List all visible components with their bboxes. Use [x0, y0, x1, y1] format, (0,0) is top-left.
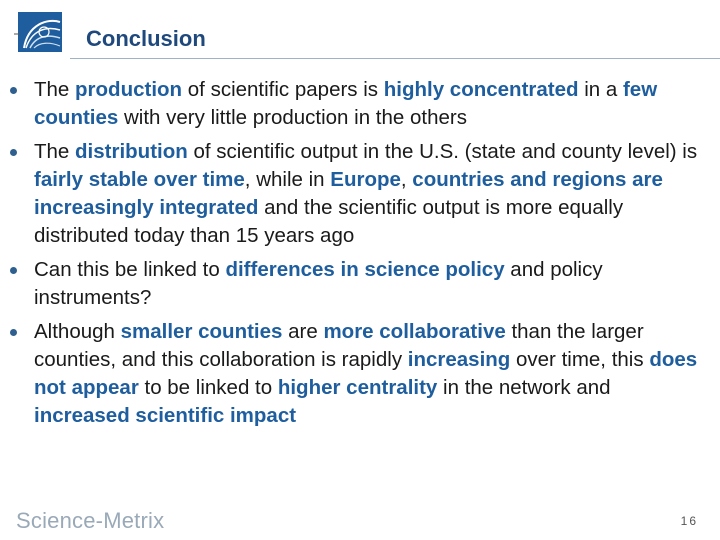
highlighted-text: increased scientific impact [34, 404, 297, 427]
bullet-text: of scientific output in the U.S. (state and county level) is [187, 140, 698, 163]
highlighted-text: distribution [75, 140, 188, 163]
bullet-text: The [34, 78, 76, 101]
header-divider [70, 58, 720, 59]
highlighted-text: smaller counties [120, 320, 283, 343]
bullet-item [10, 138, 706, 250]
highlighted-text: countries and regions are increasingly integrated [34, 168, 663, 219]
bullet-text: , [400, 168, 413, 191]
highlighted-text: differences in science policy [225, 258, 505, 281]
highlighted-text: does not appear [34, 348, 698, 399]
bullet-text: in a [578, 78, 623, 101]
bullet-text: over time, this [510, 348, 650, 371]
bullet-dot-icon [10, 267, 17, 274]
bullet-text: Although [34, 320, 121, 343]
highlighted-text: few counties [34, 78, 658, 129]
bullet-text: Can this be linked to [34, 258, 226, 281]
bullet-text: in the network and [437, 376, 611, 399]
highlighted-text: production [75, 78, 183, 101]
bullet-dot-icon [10, 87, 17, 94]
highlighted-text: Europe [330, 168, 401, 191]
slide-title: Conclusion [86, 26, 206, 51]
bullet-text: of scientific papers is [182, 78, 384, 101]
bullet-text: to be linked to [138, 376, 278, 399]
bullet-text: The [34, 140, 76, 163]
bullet-text: and policy instruments? [34, 258, 603, 309]
science-metrix-swirl-icon [14, 10, 64, 54]
bullet-list [10, 76, 706, 436]
footer-brand-logo: Science-Metrix [16, 508, 165, 533]
bullet-text: are [282, 320, 324, 343]
highlighted-text: higher centrality [277, 376, 438, 399]
bullet-item [10, 256, 706, 312]
slide-header [0, 0, 720, 62]
bullet-text: with very little production in the others [118, 106, 467, 129]
bullet-dot-icon [10, 149, 17, 156]
bullet-dot-icon [10, 329, 17, 336]
highlighted-text: highly concentrated [383, 78, 579, 101]
bullet-item [10, 76, 706, 132]
bullet-item [10, 318, 706, 430]
highlighted-text: fairly stable over time [34, 168, 245, 191]
highlighted-text: increasing [407, 348, 511, 371]
bullet-text: , while in [244, 168, 331, 191]
page-number: 16 [680, 514, 698, 528]
bullet-text: and the scientific output is more equally distributed today than 15 years ago [34, 196, 624, 247]
highlighted-text: more collaborative [323, 320, 506, 343]
bullet-text: than the larger counties, and this collaboration is rapidly [34, 320, 644, 371]
